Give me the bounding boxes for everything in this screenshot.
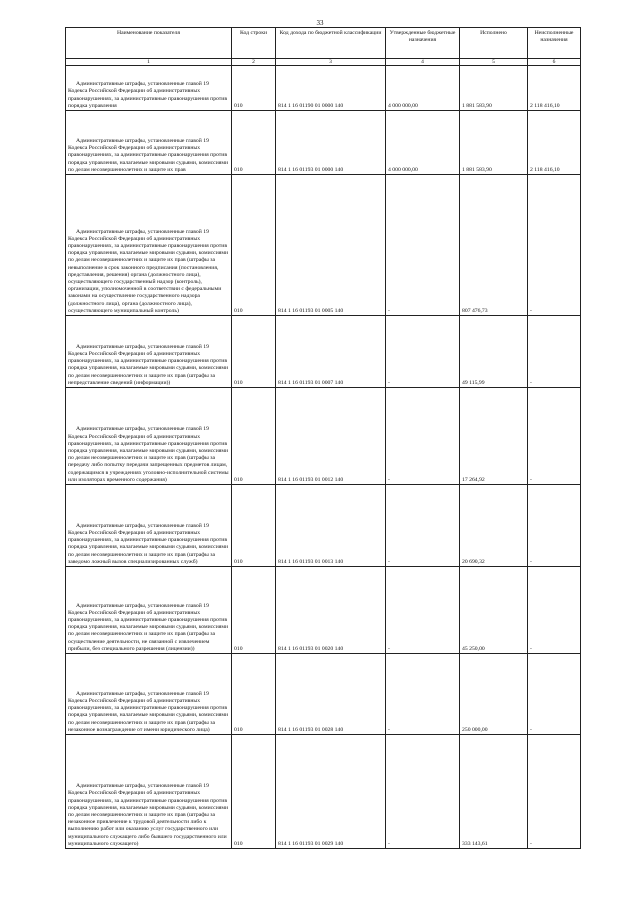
budget-code: 814 1 16 01193 01 0007 140 bbox=[276, 316, 386, 388]
executed-amount: 20 690,32 bbox=[460, 485, 528, 567]
executed-amount: 17 264,92 bbox=[460, 388, 528, 485]
header-indicator-name: Наименование показателя bbox=[66, 28, 232, 59]
budget-code: 814 1 16 01193 01 0000 140 bbox=[276, 111, 386, 175]
table-row bbox=[66, 485, 581, 567]
budget-code: 814 1 16 01193 01 0005 140 bbox=[276, 175, 386, 316]
approved-amount: - bbox=[386, 654, 460, 735]
budget-code: 814 1 16 01193 01 0013 140 bbox=[276, 485, 386, 567]
page-number: 33 bbox=[316, 19, 324, 27]
table-row bbox=[66, 735, 581, 849]
executed-amount: 1 881 583,90 bbox=[460, 111, 528, 175]
approved-amount: - bbox=[386, 735, 460, 849]
line-code: 010 bbox=[232, 316, 276, 388]
indicator-name: Административные штрафы, установленные главой 19 Кодекса Российской Федерации об административных правонарушениях, за административные правонарушения против порядка управления, налагаемые мировыми судьями, комиссиями по делам несовершеннолетних и защите их прав (штрафы за заведомо ложный вызов специализированных служб) bbox=[66, 485, 232, 567]
header-budget-code: Код дохода по бюджетной классификации bbox=[276, 28, 386, 59]
header-line-code: Код строки bbox=[232, 28, 276, 59]
line-code: 010 bbox=[232, 485, 276, 567]
indicator-name: Административные штрафы, установленные главой 19 Кодекса Российской Федерации об административных правонарушениях, за административные правонарушения против порядка управления, налагаемые мировыми судьями, комиссиями по делам несовершеннолетних и защите их прав (штрафы за незаконное привлечение к трудовой деятельности либо к выполнению работ или оказанию услуг государственного или муниципального служащего либо бывшего государственного или муниципального служащего) bbox=[66, 735, 232, 849]
table-row bbox=[66, 654, 581, 735]
line-code: 010 bbox=[232, 388, 276, 485]
table-row bbox=[66, 316, 581, 388]
line-code: 010 bbox=[232, 735, 276, 849]
column-number: 5 bbox=[460, 59, 528, 66]
executed-amount: 807 476,73 bbox=[460, 175, 528, 316]
income-report-table bbox=[65, 27, 581, 849]
line-code: 010 bbox=[232, 66, 276, 111]
indicator-name: Административные штрафы, установленные главой 19 Кодекса Российской Федерации об административных правонарушениях, за административные правонарушения против порядка управления, налагаемые мировыми судьями, комиссиями по делам несовершеннолетних и защите их прав (штрафы за невыполнение в срок законного предписания (постановления, представления, решения) органа (должностного лица), осуществляющего государственный надзор (контроль), организации, уполномоченной в соответствии с федеральными законами на осуществление государственного надзора (должностного лица), органа (должностного лица), осуществляющего муниципальный контроль) bbox=[66, 175, 232, 316]
header-unexecuted: Неисполненные назначения bbox=[528, 28, 581, 59]
budget-code: 814 1 16 01193 01 0028 140 bbox=[276, 654, 386, 735]
budget-code: 814 1 16 01190 01 0000 140 bbox=[276, 66, 386, 111]
table-row bbox=[66, 567, 581, 654]
unexecuted-amount: 2 118 416,10 bbox=[528, 111, 581, 175]
executed-amount: 333 143,61 bbox=[460, 735, 528, 849]
indicator-name: Административные штрафы, установленные главой 19 Кодекса Российской Федерации об административных правонарушениях, за административные правонарушения против порядка управления, налагаемые мировыми судьями, комиссиями по делам несовершеннолетних и защите их прав (штрафы за непредставление сведений (информации)) bbox=[66, 316, 232, 388]
unexecuted-amount: - bbox=[528, 485, 581, 567]
column-number: 4 bbox=[386, 59, 460, 66]
unexecuted-amount: 2 118 416,10 bbox=[528, 66, 581, 111]
budget-code: 814 1 16 01193 01 0020 140 bbox=[276, 567, 386, 654]
approved-amount: 4 000 000,00 bbox=[386, 111, 460, 175]
executed-amount: 1 881 583,90 bbox=[460, 66, 528, 111]
indicator-name: Административные штрафы, установленные главой 19 Кодекса Российской Федерации об административных правонарушениях, за административные правонарушения против порядка управления, налагаемые мировыми судьями, комиссиями по делам несовершеннолетних и защите их прав bbox=[66, 111, 232, 175]
approved-amount: - bbox=[386, 316, 460, 388]
unexecuted-amount: - bbox=[528, 654, 581, 735]
line-code: 010 bbox=[232, 654, 276, 735]
approved-amount: - bbox=[386, 567, 460, 654]
approved-amount: - bbox=[386, 485, 460, 567]
table-header-row bbox=[66, 28, 581, 59]
unexecuted-amount: - bbox=[528, 175, 581, 316]
line-code: 010 bbox=[232, 111, 276, 175]
unexecuted-amount: - bbox=[528, 567, 581, 654]
column-number: 1 bbox=[66, 59, 232, 66]
column-number-row bbox=[66, 59, 581, 66]
approved-amount: - bbox=[386, 175, 460, 316]
column-number: 2 bbox=[232, 59, 276, 66]
indicator-name: Административные штрафы, установленные главой 19 Кодекса Российской Федерации об административных правонарушениях, за административные правонарушения против порядка управления bbox=[66, 66, 232, 111]
unexecuted-amount: - bbox=[528, 388, 581, 485]
table-row bbox=[66, 66, 581, 111]
indicator-name: Административные штрафы, установленные главой 19 Кодекса Российской Федерации об административных правонарушениях, за административные правонарушения против порядка управления, налагаемые мировыми судьями, комиссиями по делам несовершеннолетних и защите их прав (штрафы за незаконное вознаграждение от имени юридического лица) bbox=[66, 654, 232, 735]
column-number: 3 bbox=[276, 59, 386, 66]
executed-amount: 45 250,00 bbox=[460, 567, 528, 654]
line-code: 010 bbox=[232, 175, 276, 316]
table-row bbox=[66, 175, 581, 316]
indicator-name: Административные штрафы, установленные главой 19 Кодекса Российской Федерации об административных правонарушениях, за административные правонарушения против порядка управления, налагаемые мировыми судьями, комиссиями по делам несовершеннолетних и защите их прав (штрафы за передачу либо попытку передачи запрещенных предметов лицам, содержащимся в учреждениях уголовно-исполнительной системы или изоляторах временного содержания) bbox=[66, 388, 232, 485]
table-row bbox=[66, 388, 581, 485]
header-approved: Утвержденные бюджетные назначения bbox=[386, 28, 460, 59]
approved-amount: - bbox=[386, 388, 460, 485]
unexecuted-amount: - bbox=[528, 316, 581, 388]
table-row bbox=[66, 111, 581, 175]
indicator-name: Административные штрафы, установленные главой 19 Кодекса Российской Федерации об административных правонарушениях, за административные правонарушения против порядка управления, налагаемые мировыми судьями, комиссиями по делам несовершеннолетних и защите их прав (штрафы за осуществление деятельности, не связанной с извлечением прибыли, без специального разрешения (лицензии)) bbox=[66, 567, 232, 654]
column-number: 6 bbox=[528, 59, 581, 66]
header-executed: Исполнено bbox=[460, 28, 528, 59]
executed-amount: 49 115,99 bbox=[460, 316, 528, 388]
budget-code: 814 1 16 01193 01 0012 140 bbox=[276, 388, 386, 485]
line-code: 010 bbox=[232, 567, 276, 654]
approved-amount: 4 000 000,00 bbox=[386, 66, 460, 111]
executed-amount: 250 000,00 bbox=[460, 654, 528, 735]
budget-code: 814 1 16 01193 01 0029 140 bbox=[276, 735, 386, 849]
unexecuted-amount: - bbox=[528, 735, 581, 849]
